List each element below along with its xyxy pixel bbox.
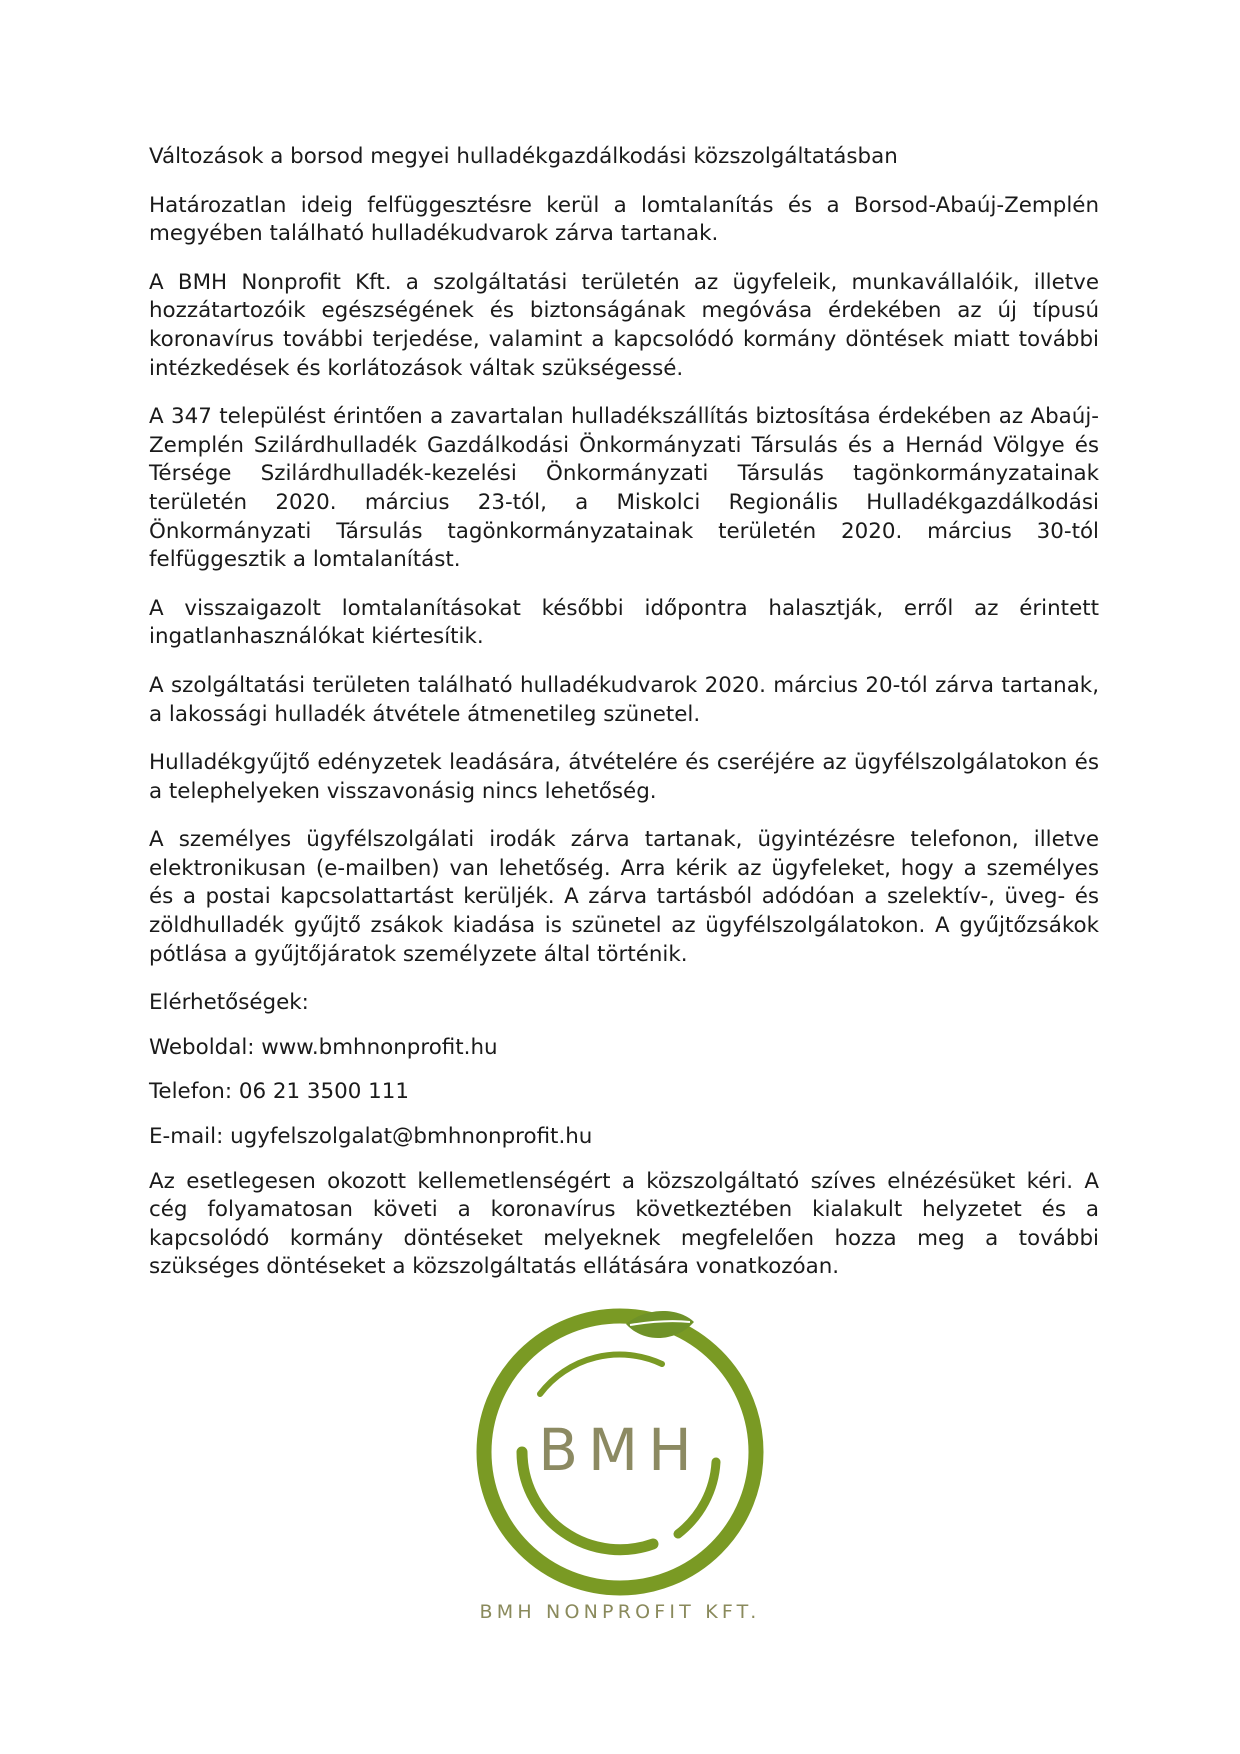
paragraph-1: Határozatlan ideig felfüggesztésre kerül a lomtalanítás és a Borsod-Abaúj-Zemplén megyében található hulladékudvarok zárva tartanak.	[149, 192, 1099, 247]
paragraph-7: A személyes ügyfélszolgálati irodák zárva tartanak, ügyintézésre telefonon, illetve elektronikusan (e-mailben) van lehetőség. Arra kérik az ügyfeleket, hogy a személyes és a postai kapcsolattartást kerüljék. A zárva tartásból adódóan a szelektív-, üveg- és zöldhulladék gyűjtő zsákok kiadása is szünetel az ügyfélszolgálatokon. A gyűjtőzsákok pótlása a gyűjtőjáratok személyzete által történik.	[149, 827, 1099, 967]
contact-website: Weboldal: www.bmhnonprofit.hu	[149, 1034, 498, 1060]
contact-email: E-mail: ugyfelszolgalat@bmhnonprofit.hu	[149, 1124, 593, 1150]
contact-phone: Telefon: 06 21 3500 111	[149, 1079, 409, 1105]
paragraph-4: A visszaigazolt lomtalanításokat későbbi időpontra halasztják, erről az érintett ingatlanhasználókat kiértesítik.	[149, 595, 1099, 650]
bmh-logo	[448, 1302, 792, 1602]
bmh-leaf-ring-logo-icon	[448, 1302, 792, 1602]
document-body	[149, 143, 1099, 1302]
paragraph-3: A 347 települést érintően a zavartalan hulladékszállítás biztosítása érdekében az Abaúj-Zemplén Szilárdhulladék Gazdálkodási Önkormányzati Társulás és a Hernád Völgye és Térsége Szilárdhulladék-kezelési Önkormányzati Társulás tagönkormányzatainak területén 2020. március 23-tól, a Miskolci Regionális Hulladékgazdálkodási Önkormányzati Társulás tagönkormányzatainak területén 2020. március 30-tól felfüggesztik a lomtalanítást.	[149, 404, 1099, 573]
logo-top-arc	[540, 1355, 662, 1394]
logo-mark-text: BMH	[538, 1416, 702, 1484]
paragraph-2: A BMH Nonprofit Kft. a szolgáltatási területén az ügyfeleik, munkavállalóik, illetve hozzátartozóik egészségének és biztonságának megóvása érdekében az új típusú koronavírus további terjedése, valamint a kapcsolódó kormány döntések miatt további intézkedések és korlátozások váltak szükségessé.	[149, 269, 1099, 381]
closing-paragraph: Az esetlegesen okozott kellemetlenségért a közszolgáltató szíves elnézésüket kéri. A cég folyamatosan követi a koronavírus következtében kialakult helyzetet és a kapcsolódó kormány döntéseket melyeknek megfelelően hozza meg a további szükséges döntéseket a közszolgáltatás ellátására vonatkozóan.	[149, 1168, 1099, 1280]
contacts-heading: Elérhetőségek:	[149, 990, 309, 1016]
document-title: Változások a borsod megyei hulladékgazdálkodási közszolgáltatásban	[149, 144, 898, 169]
company-name: BMH NONPROFIT KFT.	[479, 1601, 761, 1623]
paragraph-6: Hulladékgyűjtő edényzetek leadására, átvételére és cseréjére az ügyfélszolgálatokon és a telephelyeken visszavonásig nincs lehetőség.	[149, 750, 1099, 804]
paragraph-5: A szolgáltatási területen található hulladékudvarok 2020. március 20-tól zárva tartanak, a lakossági hulladék átvétele átmenetileg szünetel.	[149, 672, 1099, 727]
